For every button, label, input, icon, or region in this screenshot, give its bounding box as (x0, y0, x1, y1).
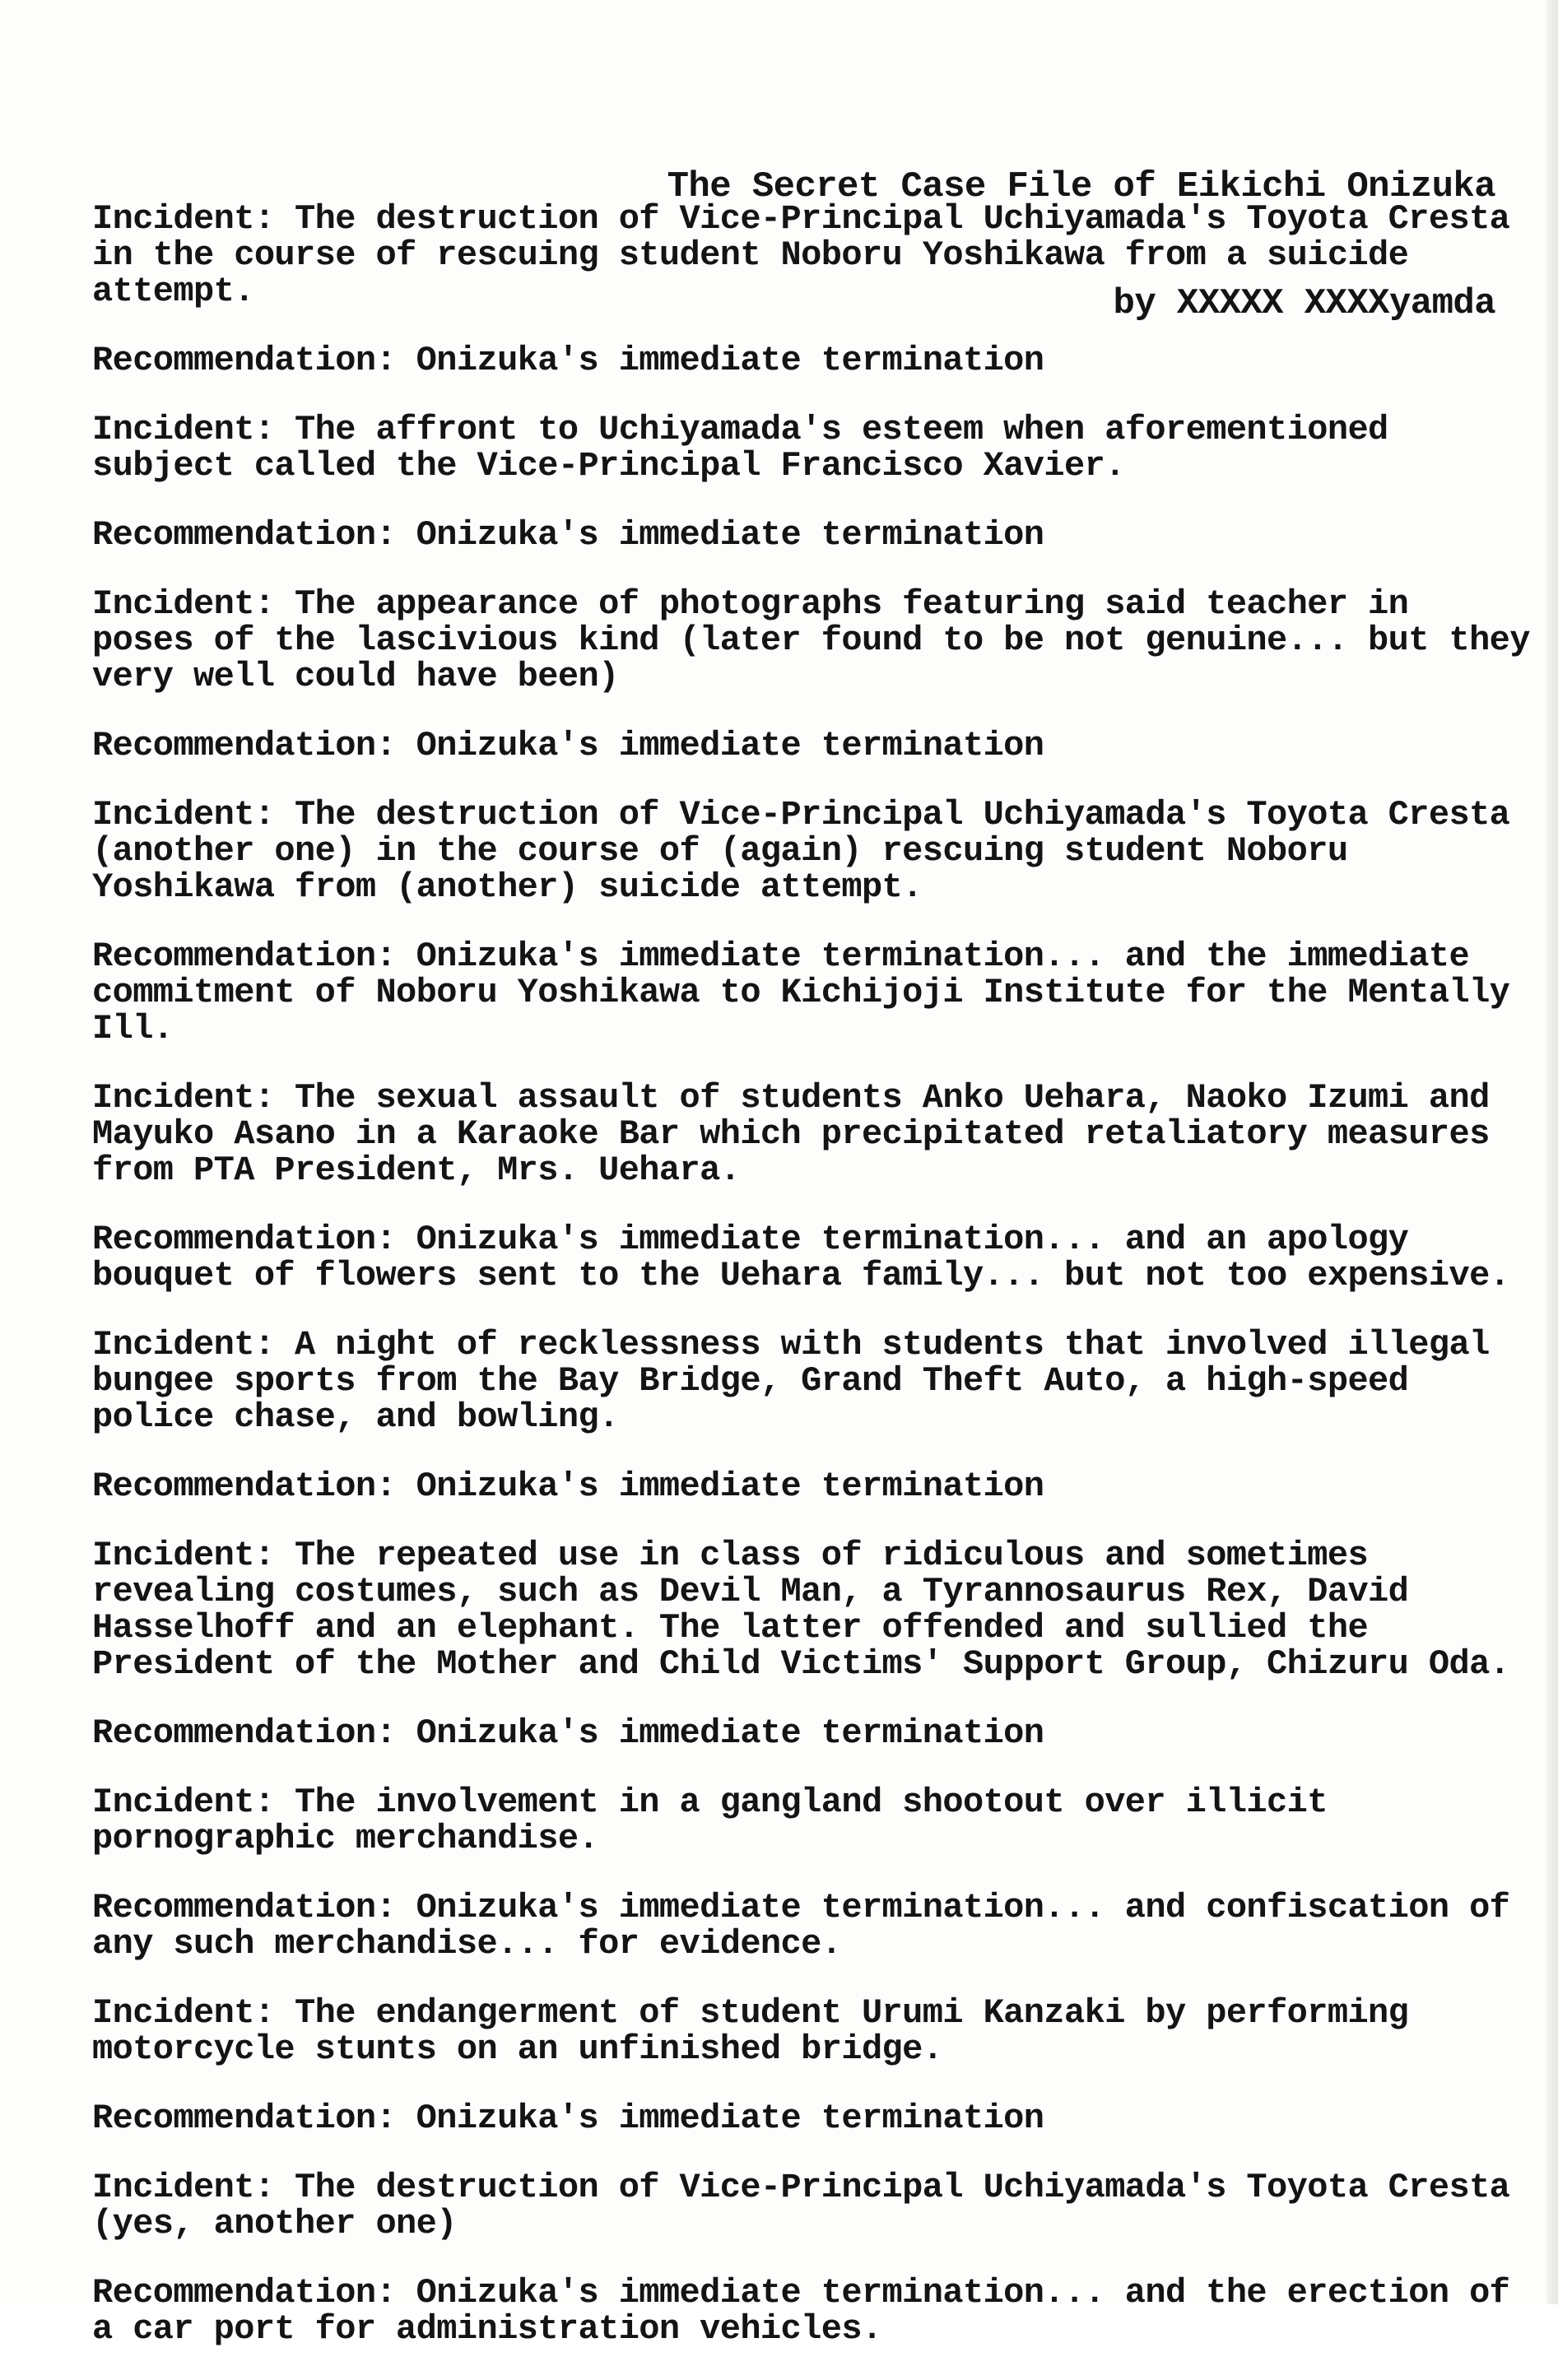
recommendation-text-line: Recommendation: Onizuka's immediate termination... and an apology (92, 1220, 1409, 1259)
incident-text-line: subject called the Vice-Principal Francisco Xavier. (92, 446, 1125, 486)
incident-text-line: motorcycle stunts on an unfinished bridge. (92, 2029, 943, 2069)
incident-entry (92, 1537, 1508, 1682)
incident-text-line: Yoshikawa from (another) suicide attempt. (92, 867, 923, 907)
incident-text-line: President of the Mother and Child Victims' Support Group, Chizuru Oda. (92, 1644, 1510, 1684)
incident-text-line: Incident: The destruction of Vice-Principal Uchiyamada's Toyota Cresta (92, 199, 1510, 239)
incident-entry (92, 1327, 1508, 1435)
scan-edge (1546, 0, 1558, 2304)
recommendation-text-line: Ill. (92, 1009, 174, 1048)
recommendation-text-line: Recommendation: Onizuka's immediate termination... and the immediate (92, 937, 1470, 976)
case-entries (92, 199, 1530, 2380)
recommendation-entry (92, 342, 1508, 379)
incident-text-line: poses of the lascivious kind (later found to be not genuine... but they (92, 621, 1530, 660)
recommendation-entry (92, 2100, 1508, 2136)
incident-text-line: bungee sports from the Bay Bridge, Grand Theft Auto, a high-speed (92, 1361, 1409, 1401)
recommendation-text-line: Recommendation: Onizuka's immediate termination (92, 341, 1044, 380)
incident-text-line: very well could have been) (92, 657, 619, 696)
recommendation-text-line: Recommendation: Onizuka's immediate termination (92, 1467, 1044, 1506)
incident-text-line: from PTA President, Mrs. Uehara. (92, 1150, 741, 1190)
incident-text-line: Incident: The destruction of Vice-Principal Uchiyamada's Toyota Cresta (92, 2168, 1510, 2207)
incident-text-line: in the course of rescuing student Noboru Yoshikawa from a suicide (92, 235, 1409, 275)
incident-text-line: pornographic merchandise. (92, 1819, 599, 1858)
incident-text-line: revealing costumes, such as Devil Man, a Tyrannosaurus Rex, David (92, 1572, 1409, 1611)
recommendation-entry (92, 938, 1508, 1047)
incident-text-line: Incident: The destruction of Vice-Principal Uchiyamada's Toyota Cresta (92, 795, 1510, 834)
incident-text-line: Incident: The repeated use in class of ridiculous and sometimes (92, 1536, 1369, 1575)
incident-text-line: attempt. (92, 272, 254, 311)
incident-entry (92, 1784, 1508, 1857)
recommendation-text-line: bouquet of flowers sent to the Uehara family... but not too expensive. (92, 1256, 1510, 1295)
recommendation-text-line: Recommendation: Onizuka's immediate termination (92, 726, 1044, 765)
incident-entry (92, 584, 1530, 696)
incident-entry (92, 797, 1508, 905)
recommendation-entry (92, 1890, 1508, 1962)
recommendation-entry (92, 2275, 1508, 2347)
incident-text-line: Incident: The sexual assault of students Anko Uehara, Naoko Izumi and (92, 1078, 1490, 1118)
incident-entry (92, 1080, 1508, 1188)
incident-text-line: Hasselhoff and an elephant. The latter offended and sullied the (92, 1608, 1369, 1648)
recommendation-entry (92, 727, 1508, 764)
recommendation-text-line: Recommendation: Onizuka's immediate termination (92, 515, 1044, 555)
recommendation-entry (92, 1468, 1508, 1504)
recommendation-text-line: a car port for administration vehicles. (92, 2309, 882, 2349)
recommendation-text-line: Recommendation: Onizuka's immediate termination... and confiscation of (92, 1888, 1510, 1927)
document-title: The Secret Case File of Eikichi Onizuka (667, 166, 1495, 207)
incident-text-line: (yes, another one) (92, 2204, 457, 2243)
recommendation-entry (92, 1221, 1508, 1294)
incident-entry (92, 2169, 1508, 2242)
recommendation-text-line: Recommendation: Onizuka's immediate termination (92, 1713, 1044, 1753)
recommendation-text-line: any such merchandise... for evidence. (92, 1924, 842, 1964)
incident-text-line: (another one) in the course of (again) rescuing student Noboru (92, 831, 1348, 871)
incident-text-line: Incident: A night of recklessness with students that involved illegal (92, 1325, 1490, 1364)
incident-text-line: Incident: The endangerment of student Urumi Kanzaki by performing (92, 1993, 1409, 2033)
incident-entry (92, 201, 1508, 309)
incident-text-line: police chase, and bowling. (92, 1397, 619, 1437)
recommendation-text-line: commitment of Noboru Yoshikawa to Kichijoji Institute for the Mentally (92, 973, 1510, 1012)
incident-entry (92, 1995, 1508, 2067)
recommendation-entry (92, 1715, 1508, 1751)
incident-text-line: Incident: The appearance of photographs featuring said teacher in (92, 584, 1409, 624)
recommendation-text-line: Recommendation: Onizuka's immediate termination (92, 2099, 1044, 2138)
incident-text-line: Incident: The involvement in a gangland shootout over illicit (92, 1783, 1328, 1822)
incident-text-line: Mayuko Asano in a Karaoke Bar which precipitated retaliatory measures (92, 1114, 1490, 1154)
recommendation-text-line: Recommendation: Onizuka's immediate termination... and the erection of (92, 2273, 1510, 2313)
incident-text-line: Incident: The affront to Uchiyamada's esteem when aforementioned (92, 410, 1388, 449)
document-byline: by XXXXX XXXXyamda (1113, 283, 1495, 324)
incident-entry (92, 411, 1508, 484)
recommendation-entry (92, 517, 1508, 553)
